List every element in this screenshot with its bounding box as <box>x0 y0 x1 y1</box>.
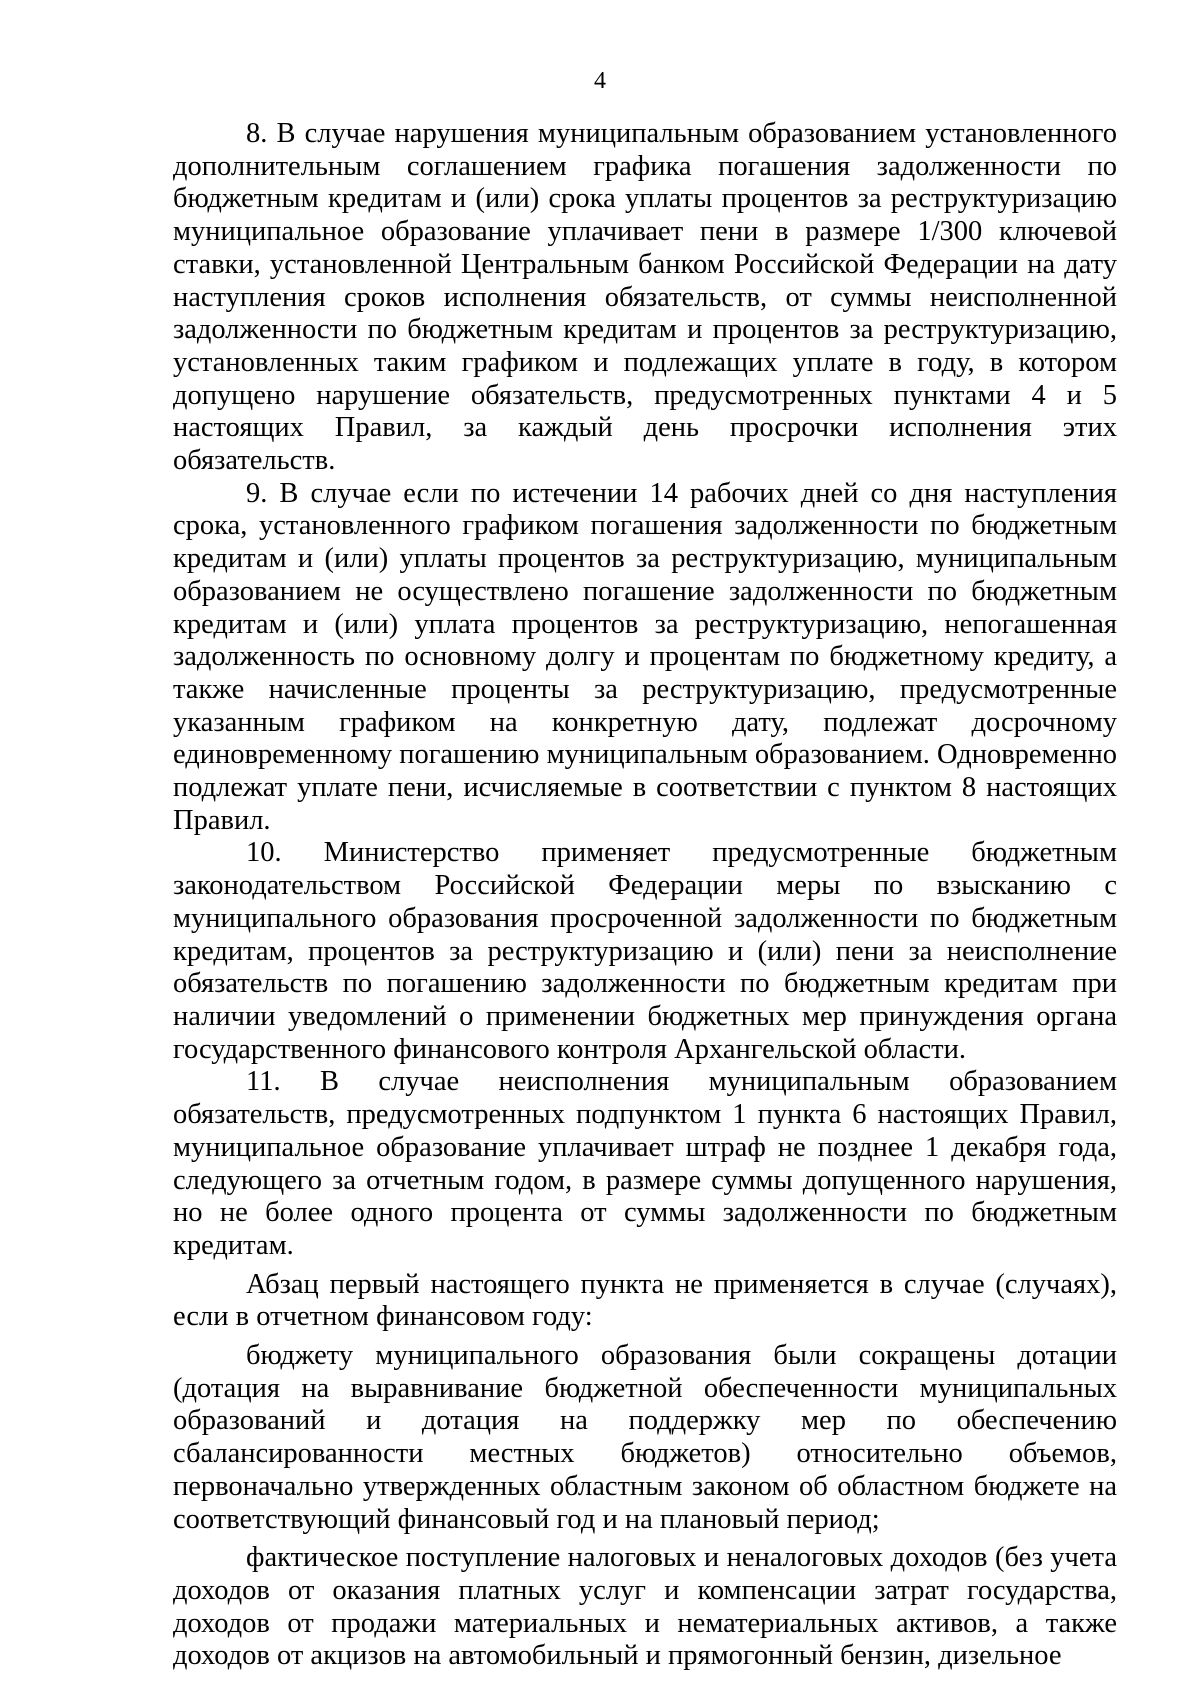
document-body <box>173 118 1117 1673</box>
paragraph-11-exception-subsidies: бюджету муниципального образования были сокращены дотации (дотация на выравнивание бюджетной обеспеченности муниципальных образований и дотация на поддержку мер по обеспечению сбалансированности местных бюджетов) относительно объемов, первоначально утвержденных областным законом об областном бюджете на соответствующий финансовый год и на плановый период; <box>173 1340 1117 1535</box>
paragraph-11-exception-revenues: фактическое поступление налоговых и неналоговых доходов (без учета доходов от оказания платных услуг и компенсации затрат государства, доходов от продажи материальных и нематериальных активов, а также доходов от акцизов на автомобильный и прямогонный бензин, дизельное <box>173 1542 1117 1672</box>
paragraph-9: 9. В случае если по истечении 14 рабочих дней со дня наступления срока, установленного графиком погашения задолженности по бюджетным кредитам и (или) уплаты процентов за реструктуризацию, муниципальным образованием не осуществлено погашение задолженности по бюджетным кредитам и (или) уплата процентов за реструктуризацию, непогашенная задолженность по основному долгу и процентам по бюджетному кредиту, а также начисленные проценты за реструктуризацию, предусмотренные указанным графиком на конкретную дату, подлежат досрочному единовременному погашению муниципальным образованием. Одновременно подлежат уплате пени, исчисляемые в соответствии с пунктом 8 настоящих Правил. <box>173 477 1117 836</box>
page-number: 4 <box>594 68 606 94</box>
paragraph-11: 11. В случае неисполнения муниципальным образованием обязательств, предусмотренных подпунктом 1 пункта 6 настоящих Правил, муниципальное образование уплачивает штраф не позднее 1 декабря года, следующего за отчетным годом, в размере суммы допущенного нарушения, но не более одного процента от суммы задолженности по бюджетным кредитам. <box>173 1066 1117 1261</box>
paragraph-11-exception-intro: Абзац первый настоящего пункта не применяется в случае (случаях), если в отчетном финансовом году: <box>173 1268 1117 1333</box>
paragraph-8: 8. В случае нарушения муниципальным образованием установленного дополнительным соглашением графика погашения задолженности по бюджетным кредитам и (или) срока уплаты процентов за реструктуризацию муниципальное образование уплачивает пени в размере 1/300 ключевой ставки, установленной Центральным банком Российской Федерации на дату наступления сроков исполнения обязательств, от суммы неисполненной задолженности по бюджетным кредитам и процентов за реструктуризацию, установленных таким графиком и подлежащих уплате в году, в котором допущено нарушение обязательств, предусмотренных пунктами 4 и 5 настоящих Правил, за каждый день просрочки исполнения этих обязательств. <box>173 118 1117 477</box>
paragraph-10: 10. Министерство применяет предусмотренные бюджетным законодательством Российской Федерации меры по взысканию с муниципального образования просроченной задолженности по бюджетным кредитам, процентов за реструктуризацию и (или) пени за неисполнение обязательств по погашению задолженности по бюджетным кредитам при наличии уведомлений о применении бюджетных мер принуждения органа государственного финансового контроля Архангельской области. <box>173 837 1117 1065</box>
